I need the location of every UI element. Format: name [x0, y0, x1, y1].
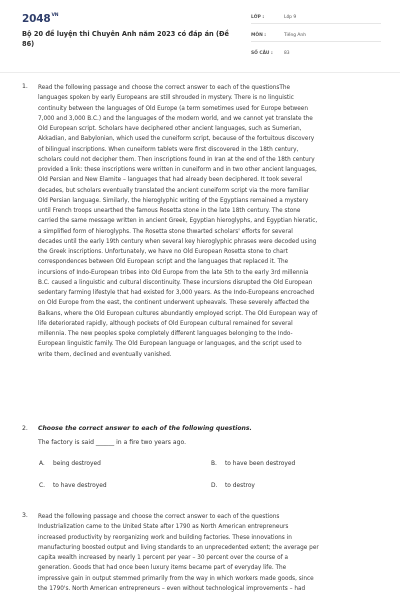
passage-line: manufacturing boosted output and living standards to an unprecedented extent; the average per	[38, 544, 319, 551]
meta-value: Tiếng Anh	[284, 33, 307, 38]
passage-line: carried the same message written in ancient Greek, Egyptian hieroglyphs, and Egyptian hieratic,	[38, 218, 318, 225]
passage-line: scholars could not decipher them. Then inscriptions found in Iran at the end of the 18th century	[38, 156, 315, 163]
meta-panel	[251, 15, 381, 69]
passage-line: decades, but scholars eventually translated the ancient cuneiform script via the more familiar	[38, 187, 310, 194]
option-letter: A.	[39, 461, 45, 467]
question-1-passage	[38, 83, 384, 360]
passage-line: a simplified form of hieroglyphs. The Rosetta stone thwarted scholars' efforts for several	[38, 228, 293, 235]
document-title: Bộ 20 đề luyện thi Chuyên Anh năm 2023 có đáp án (Đề 86)	[22, 30, 230, 48]
passage-line: write them, declined and eventually vanished.	[38, 351, 172, 358]
question-3	[22, 512, 384, 600]
option-letter: C.	[39, 483, 45, 489]
option-d[interactable]	[211, 483, 255, 489]
meta-divider	[251, 23, 381, 24]
passage-line: capita wealth increased by nearly 1 percent per year – 30 percent over the course of a	[38, 555, 289, 561]
passage-line: until French troops unearthed the famous Rosetta stone in the late 18th century. The stone	[38, 208, 301, 214]
passage-line: Read the following passage and choose the correct answer to each of the questionsThe	[38, 85, 291, 91]
passage-line: languages spoken by early Europeans are still shrouded in mystery. There is no linguistic	[38, 95, 294, 102]
logo-suffix: VN	[51, 13, 59, 18]
passage-line: increased productivity by reorganizing work and building factories. These innovations in	[38, 534, 292, 541]
option-b[interactable]	[211, 461, 295, 467]
option-c[interactable]	[39, 483, 107, 489]
option-text: to destroy	[225, 483, 255, 489]
passage-line: European linguistic family. The Old European language or languages, and the script used to	[38, 341, 302, 348]
passage-line: on Old Europe from the east, the continent underwent upheavals. These severely affected the	[38, 300, 310, 307]
option-a[interactable]	[39, 461, 101, 467]
logo-text: 2048	[22, 13, 51, 25]
page-header	[0, 0, 400, 64]
meta-divider	[251, 41, 381, 42]
question-prompt: Choose the correct answer to each of the following questions.	[38, 425, 252, 432]
option-text: to have been destroyed	[225, 461, 296, 467]
passage-line: Industrialization came to the United State after 1790 as North American entrepreneurs	[38, 524, 289, 531]
option-text: to have destroyed	[53, 483, 107, 489]
passage-line: B.C. caused a linguistic and cultural discontinuity. These incursions disrupted the Old European	[38, 279, 313, 286]
passage-line: incursions of Indo-European tribes into Old Europe from the late 5th to the early 3rd millennia	[38, 269, 309, 276]
passage-line: Old Persian and New Elamite – languages that had already been deciphered. It took several	[38, 177, 302, 184]
question-stem: The factory is said ______ in a fire two years ago.	[38, 439, 187, 446]
passage-line: continuity between the languages of Old Europe (a term sometimes used for Europe between	[38, 105, 308, 112]
meta-value: Lớp 9	[284, 15, 297, 20]
passage-line: impressive gain in output stemmed primarily from the way in which workers made goods, since	[38, 575, 314, 582]
question-number: 2.	[22, 425, 28, 432]
question-1	[22, 83, 384, 413]
question-number: 3.	[22, 512, 28, 519]
header-divider	[0, 72, 400, 73]
passage-line: Read the following passage and choose the correct answer to each of the questions	[38, 514, 280, 520]
passage-line: life deteriorated rapidly, although pockets of Old European cultural remained for several	[38, 320, 293, 327]
passage-line: 7,000 and 3,000 B.C.) and the languages of the modern world, and we cannot yet translate the	[38, 115, 313, 122]
passage-line: provided a link: these inscriptions were written in cuneiform and in two other ancient languages,	[38, 167, 317, 173]
passage-line: generation. Goods that had once been luxury items became part of everyday life. The	[38, 565, 287, 572]
passage-line: Balkans, where the Old European cultures abundantly employed script. The Old European way of	[38, 310, 318, 317]
passage-line: of bilingual inscriptions. When cuneiform tablets were first discovered in the 18th century,	[38, 146, 299, 153]
option-letter: B.	[211, 461, 217, 467]
meta-label: SỐ CÂU :	[251, 51, 273, 56]
meta-label: LỚP :	[251, 15, 265, 20]
site-logo[interactable]	[22, 13, 58, 25]
meta-row-count	[251, 51, 381, 69]
passage-line: sedentary farming lifestyle that had existed for 3,000 years. As the Indo-Europeans encroached	[38, 290, 315, 296]
passage-line: the 1790's. North American entrepreneurs – even without technological improvements – had	[38, 585, 306, 592]
passage-line: Old Persian language. Similarly, the hieroglyphic writing of the Egyptians remained a mystery	[38, 197, 309, 204]
meta-row-subject	[251, 33, 381, 51]
passage-line: the Greek inscriptions. Unfortunately, we have no Old European Rosetta stone to chart	[38, 249, 288, 255]
passage-line: decades until the early 19th century when several key hieroglyphic phrases were decoded using	[38, 238, 317, 245]
passage-line: Akkadian, and Babylonian, which used the cuneiform script, because of the fortuitous discovery	[38, 136, 315, 143]
meta-label: MÔN :	[251, 33, 267, 38]
meta-value: 83	[284, 51, 290, 56]
passage-line: millennia. The new peoples spoke completely different languages belonging to the Indo-	[38, 331, 293, 337]
option-letter: D.	[211, 483, 218, 489]
question-number: 1.	[22, 83, 28, 90]
passage-line: correspondences between Old European script and the languages that replaced it. The	[38, 259, 289, 266]
meta-row-class	[251, 15, 381, 33]
passage-line: Old European script. Scholars have deciphered other ancient languages, such as Sumerian,	[38, 126, 302, 132]
question-3-passage	[38, 512, 384, 594]
question-2	[22, 425, 384, 495]
option-text: being destroyed	[53, 461, 101, 467]
